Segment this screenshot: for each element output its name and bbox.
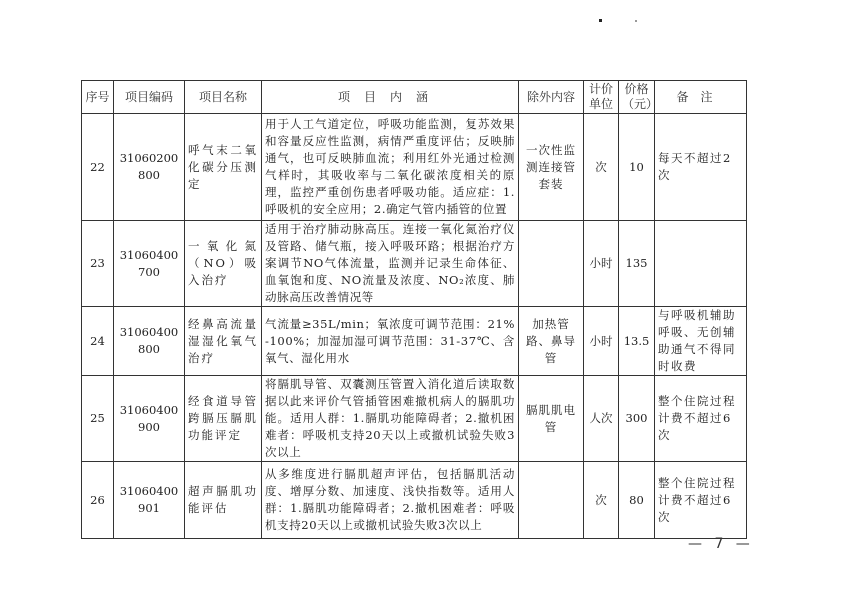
fee-schedule-table <box>81 80 747 539</box>
cell-note: 整个住院过程计费不超过6次 <box>655 376 747 462</box>
cell-seq: 26 <box>82 462 114 539</box>
cell-unit: 人次 <box>584 376 619 462</box>
cell-excluded: 膈肌肌电管 <box>519 376 584 462</box>
cell-unit: 次 <box>584 114 619 221</box>
cell-seq: 24 <box>82 307 114 376</box>
table-header-row <box>82 81 747 114</box>
cell-content: 用于人工气道定位，呼吸功能监测，复苏效果和容量反应性监测，病情严重度评估；反映肺通气，也可反映肺血流；利用红外光通过检测气样时，其吸收率与二氧化碳浓度相关的原理，监控严重创伤患者呼吸功能。适应症：1.呼吸机的安全应用；2.确定气管内插管的位置 <box>262 114 519 221</box>
cell-excluded: 加热管路、鼻导管 <box>519 307 584 376</box>
cell-price: 13.5 <box>619 307 655 376</box>
scan-speck <box>599 19 602 22</box>
cell-price: 80 <box>619 462 655 539</box>
cell-name: 经食道导管跨膈压膈肌功能评定 <box>185 376 262 462</box>
header-code: 项目编码 <box>114 81 185 114</box>
cell-code: 31060400901 <box>114 462 185 539</box>
table-row <box>82 376 747 462</box>
header-seq: 序号 <box>82 81 114 114</box>
header-unit: 计价单位 <box>584 81 619 114</box>
cell-name: 一氧化氮（NO）吸入治疗 <box>185 221 262 307</box>
cell-code: 31060400800 <box>114 307 185 376</box>
header-price: 价格（元） <box>619 81 655 114</box>
cell-unit: 次 <box>584 462 619 539</box>
cell-price: 10 <box>619 114 655 221</box>
cell-note: 整个住院过程计费不超过6次 <box>655 462 747 539</box>
cell-content: 气流量≥35L/min；氧浓度可调节范围：21%-100%；加湿加湿可调节范围：31-37℃、含氧气、湿化用水 <box>262 307 519 376</box>
cell-excluded <box>519 221 584 307</box>
scan-speck <box>635 20 637 22</box>
cell-code: 31060400900 <box>114 376 185 462</box>
cell-name: 经鼻高流量湿湿化氧气治疗 <box>185 307 262 376</box>
cell-excluded <box>519 462 584 539</box>
cell-code: 31060400700 <box>114 221 185 307</box>
table-row <box>82 221 747 307</box>
cell-note: 每天不超过2次 <box>655 114 747 221</box>
table-row <box>82 462 747 539</box>
cell-name: 呼气末二氧化碳分压测定 <box>185 114 262 221</box>
header-excluded: 除外内容 <box>519 81 584 114</box>
cell-content: 适用于治疗肺动脉高压。连接一氧化氮治疗仪及管路、储气瓶，接入呼吸环路；根据治疗方案调节NO气体流量，监测并记录生命体征、血氧饱和度、NO流量及浓度、NO₂浓度、肺动脉高压改善情况等 <box>262 221 519 307</box>
cell-seq: 23 <box>82 221 114 307</box>
cell-content: 从多维度进行膈肌超声评估，包括膈肌活动度、增厚分数、加速度、浅快指数等。适用人群：1.膈肌功能障碍者；2.撤机困难者：呼吸机支持20天以上或撤机试验失败3次以上 <box>262 462 519 539</box>
header-note: 备注 <box>655 81 747 114</box>
cell-content: 将膈肌导管、双囊测压管置入消化道后读取数据以此来评价气管插管困难撤机病人的膈肌功能。适用人群：1.膈肌功能障碍者；2.撤机困难者：呼吸机支持20天以上或撤机试验失败3次以上 <box>262 376 519 462</box>
cell-excluded: 一次性监测连接管套装 <box>519 114 584 221</box>
cell-unit: 小时 <box>584 307 619 376</box>
table-row <box>82 307 747 376</box>
cell-name: 超声膈肌功能评估 <box>185 462 262 539</box>
header-content: 项目内涵 <box>262 81 519 114</box>
cell-unit: 小时 <box>584 221 619 307</box>
cell-price: 135 <box>619 221 655 307</box>
table-row <box>82 114 747 221</box>
cell-note: 与呼吸机辅助呼吸、无创辅助通气不得同时收费 <box>655 307 747 376</box>
cell-seq: 25 <box>82 376 114 462</box>
cell-note <box>655 221 747 307</box>
cell-code: 31060200800 <box>114 114 185 221</box>
cell-seq: 22 <box>82 114 114 221</box>
cell-price: 300 <box>619 376 655 462</box>
page-number: — 7 — <box>688 536 754 552</box>
header-name: 项目名称 <box>185 81 262 114</box>
